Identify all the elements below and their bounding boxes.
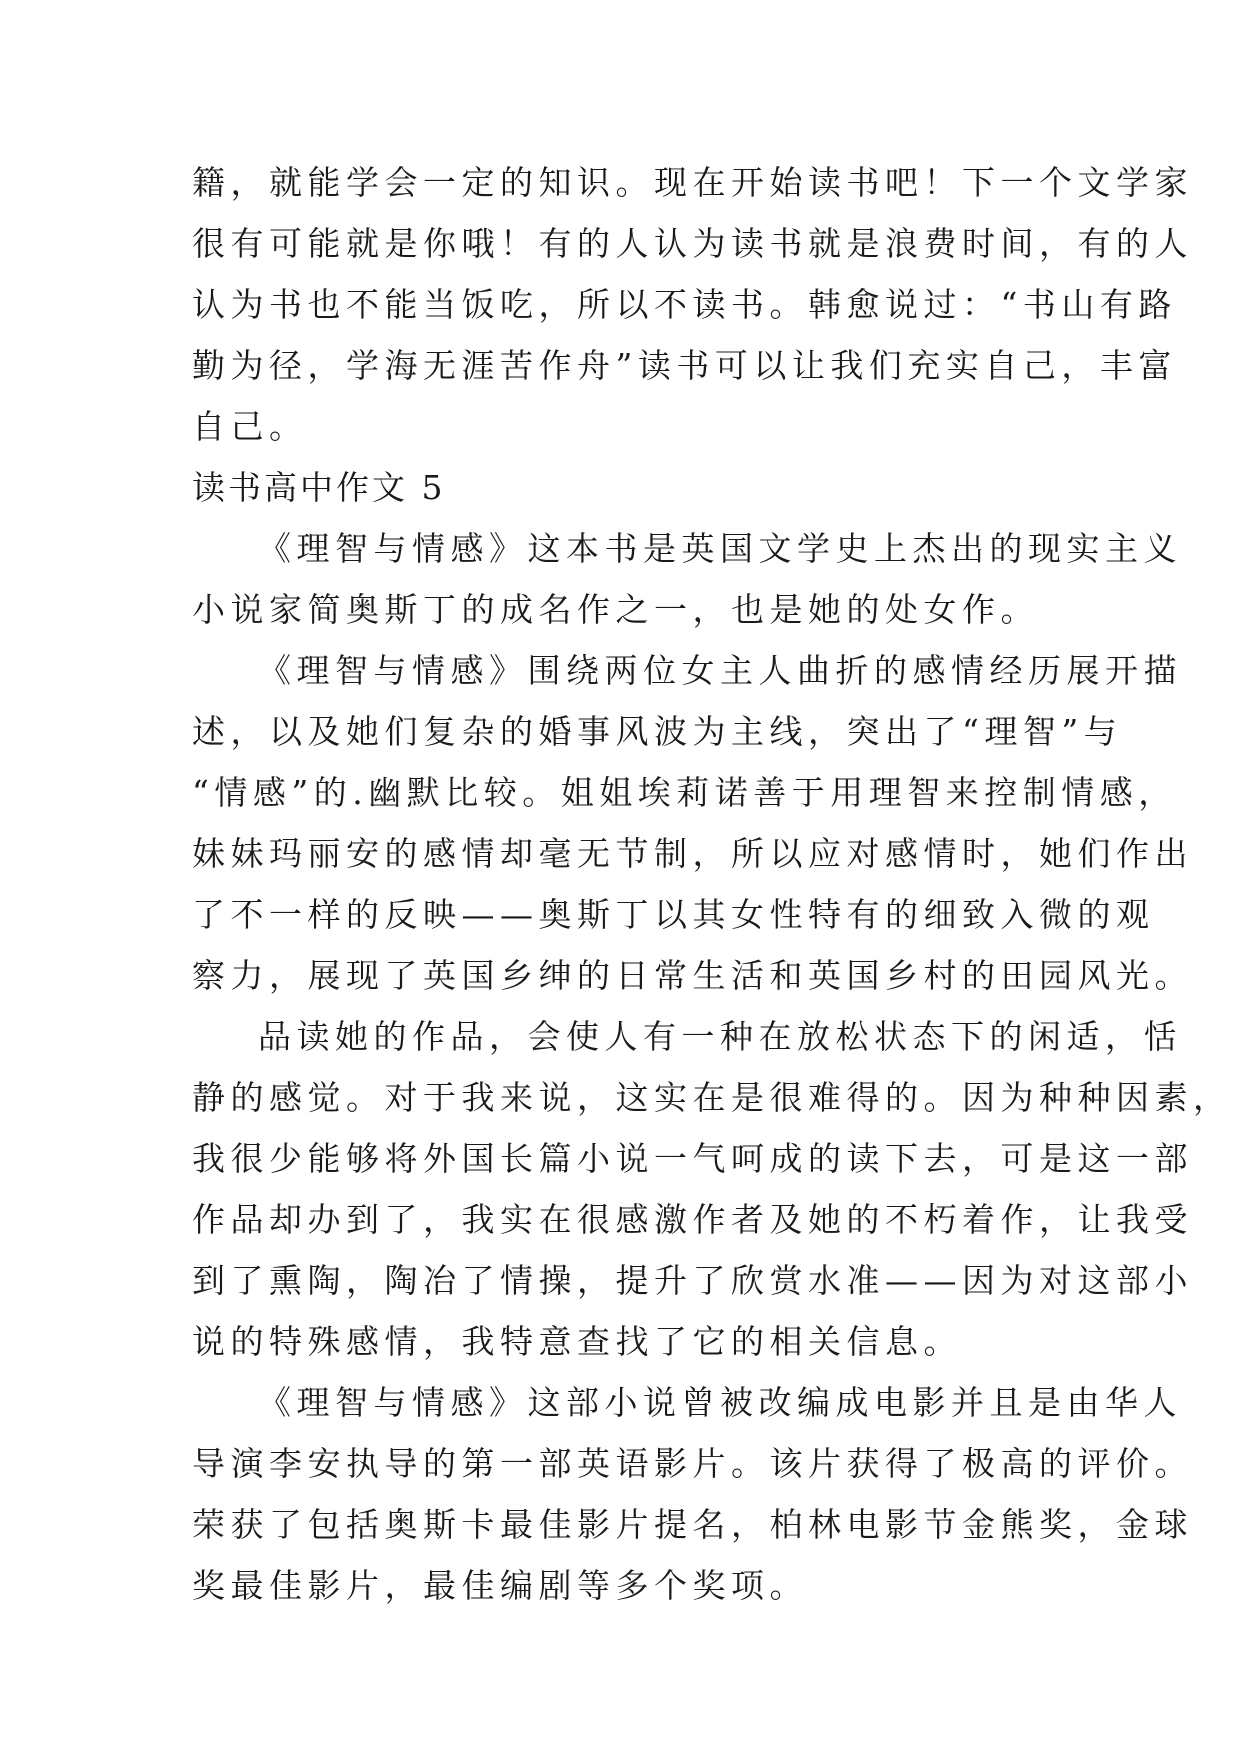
text-line: 到了熏陶，陶冶了情操，提升了欣赏水准——因为对这部小	[192, 1261, 1193, 1300]
text-line: 妹妹玛丽安的感情却毫无节制，所以应对感情时，她们作出	[192, 834, 1193, 873]
paragraph	[192, 1006, 1232, 1372]
text-line: 导演李安执导的第一部英语影片。该片获得了极高的评价。	[192, 1444, 1193, 1483]
text-line: 籍，就能学会一定的知识。现在开始读书吧！下一个文学家	[192, 163, 1193, 202]
text-line: 勤为径，学海无涯苦作舟”读书可以让我们充实自己，丰富	[192, 346, 1177, 385]
text-line: “情感”的.幽默比较。姐姐埃莉诺善于用理智来控制情感，	[192, 773, 1177, 812]
text-line: 说的特殊感情，我特意查找了它的相关信息。	[192, 1322, 962, 1361]
text-line: 《理智与情感》这部小说曾被改编成电影并且是由华人	[258, 1383, 1182, 1422]
paragraph-intro-continued	[192, 152, 1193, 457]
text-line: 奖最佳影片，最佳编剧等多个奖项。	[192, 1566, 808, 1605]
paragraph	[192, 518, 1182, 640]
text-line: 察力，展现了英国乡绅的日常生活和英国乡村的田园风光。	[192, 956, 1193, 995]
text-line: 我很少能够将外国长篇小说一气呵成的读下去，可是这一部	[192, 1139, 1193, 1178]
text-line: 述，以及她们复杂的婚事风波为主线，突出了“理智”与	[192, 712, 1123, 751]
paragraph	[192, 1372, 1193, 1616]
document-body	[192, 152, 1232, 1616]
text-line: 很有可能就是你哦！有的人认为读书就是浪费时间，有的人	[192, 224, 1193, 263]
text-line: 了不一样的反映——奥斯丁以其女性特有的细致入微的观	[192, 895, 1155, 934]
text-line: 荣获了包括奥斯卡最佳影片提名，柏林电影节金熊奖，金球	[192, 1505, 1193, 1544]
section-heading-text: 读书高中作文 5	[192, 468, 446, 507]
text-line: 自己。	[192, 407, 308, 446]
text-line: 认为书也不能当饭吃，所以不读书。韩愈说过：“书山有路	[192, 285, 1177, 324]
text-line: 品读她的作品，会使人有一种在放松状态下的闲适，恬	[258, 1017, 1182, 1056]
text-line: 《理智与情感》围绕两位女主人曲折的感情经历展开描	[258, 651, 1182, 690]
text-line: 作品却办到了，我实在很感激作者及她的不朽着作，让我受	[192, 1200, 1193, 1239]
paragraph	[192, 640, 1193, 1006]
text-line: 小说家简奥斯丁的成名作之一，也是她的处女作。	[192, 590, 1039, 629]
text-line: 《理智与情感》这本书是英国文学史上杰出的现实主义	[258, 529, 1182, 568]
text-line: 静的感觉。对于我来说，这实在是很难得的。因为种种因素，	[192, 1078, 1232, 1117]
section-heading	[192, 457, 1072, 518]
